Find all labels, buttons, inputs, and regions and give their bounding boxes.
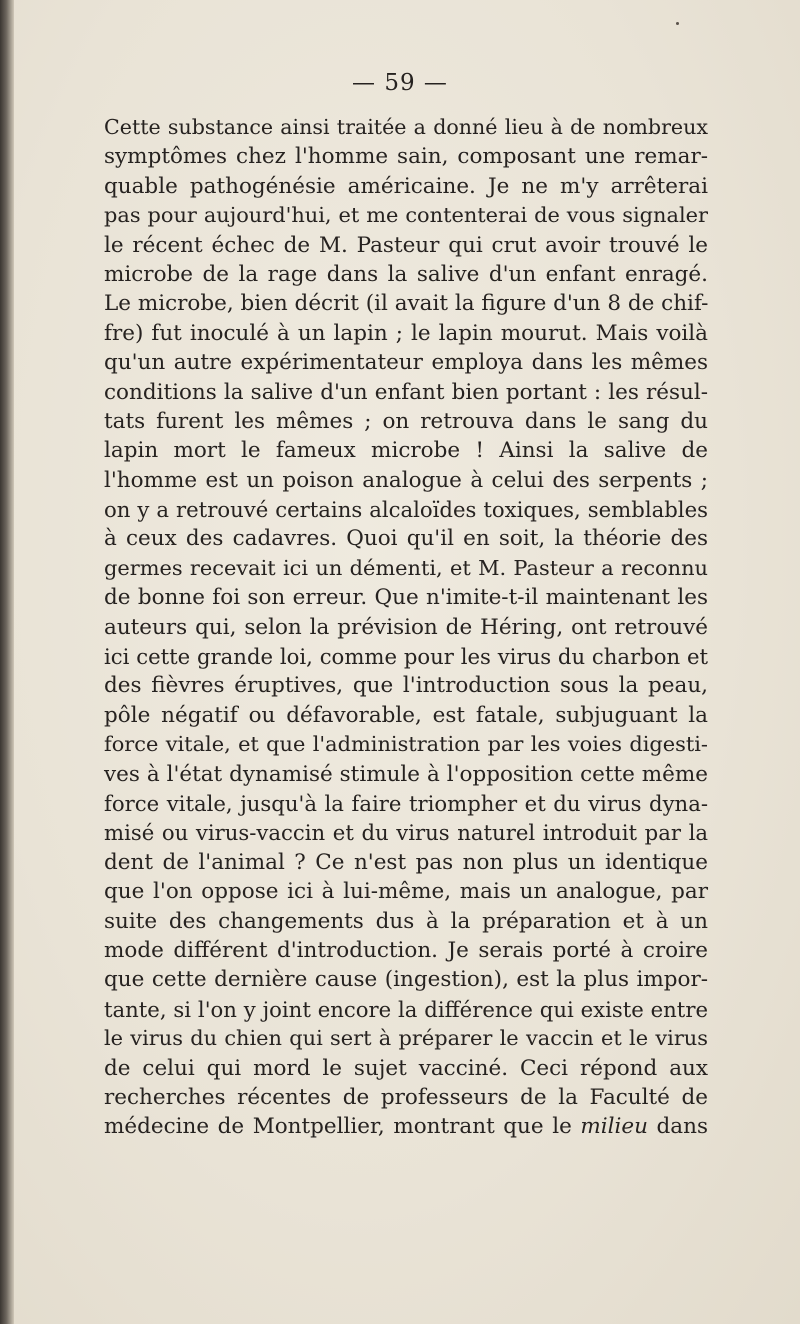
text-line: lapin mort le fameux microbe ! Ainsi la salive de: [104, 438, 708, 464]
text-line: pas pour aujourd'hui, et me contenterai de vous signaler: [104, 203, 708, 228]
text-line: germes recevait ici un démenti, et M. Pasteur a reconnu: [104, 555, 708, 580]
text-line: dent de l'animal ? Ce n'est pas non plus un identique: [104, 849, 708, 875]
text-line: force vitale, et que l'administration par les voies digesti-: [104, 732, 708, 757]
text-line: de bonne foi son erreur. Que n'imite-t-il maintenant les: [104, 585, 708, 611]
paper-speck: [676, 22, 679, 25]
text-line: que cette dernière cause (ingestion), est la plus impor-: [104, 967, 708, 993]
text-line: recherches récentes de professeurs de la Faculté de: [104, 1084, 708, 1110]
body-text: [104, 113, 708, 1142]
text-segment: médecine de Montpellier, montrant que le: [104, 1114, 581, 1140]
text-line: ici cette grande loi, comme pour les virus du charbon et: [104, 644, 708, 670]
page-number: — 59 —: [352, 70, 448, 96]
text-line: microbe de la rage dans la salive d'un enfant enragé.: [104, 261, 708, 287]
text-line: pôle négatif ou défavorable, est fatale, subjuguant la: [104, 702, 708, 728]
text-line: le virus du chien qui sert à préparer le vaccin et le virus: [104, 1026, 708, 1051]
text-line: tats furent les mêmes ; on retrouva dans le sang du: [104, 408, 708, 434]
text-line: misé ou virus-vaccin et du virus naturel introduit par la: [104, 820, 708, 846]
text-line: Cette substance ainsi traitée a donné lieu à de nombreux: [104, 115, 708, 139]
text-line: auteurs qui, selon la prévision de Héring, ont retrouvé: [104, 614, 708, 640]
text-line: conditions la salive d'un enfant bien portant : les résul-: [104, 379, 708, 405]
text-line: que l'on oppose ici à lui-même, mais un analogue, par: [104, 879, 708, 905]
text-line: tante, si l'on y joint encore la différence qui existe entre: [104, 996, 708, 1022]
text-line: Le microbe, bien décrit (il avait la figure d'un 8 de chif-: [104, 291, 709, 317]
text-line: suite des changements dus à la préparation et à un: [104, 908, 708, 934]
text-line: à ceux des cadavres. Quoi qu'il en soit, la théorie des: [104, 526, 708, 552]
text-line: quable pathogénésie américaine. Je ne m'y arrêterai: [104, 173, 708, 199]
text-line: l'homme est un poison analogue à celui des serpents ;: [104, 467, 708, 493]
text-line: on y a retrouvé certains alcaloïdes toxiques, semblables: [104, 497, 708, 523]
book-spine-edge: [0, 0, 14, 1324]
italic-word: milieu: [580, 1114, 648, 1140]
text-line: force vitale, jusqu'à la faire triompher et du virus dyna-: [104, 790, 708, 816]
text-line: de celui qui mord le sujet vacciné. Ceci répond aux: [104, 1055, 708, 1081]
text-line: symptômes chez l'homme sain, composant une remar-: [104, 144, 708, 170]
text-line: mode différent d'introduction. Je serais porté à croire: [104, 937, 708, 963]
text-line: ves à l'état dynamisé stimule à l'opposition cette même: [104, 761, 708, 787]
text-line: fre) fut inoculé à un lapin ; le lapin mourut. Mais voilà: [104, 320, 708, 346]
text-line: le récent échec de M. Pasteur qui crut avoir trouvé le: [104, 232, 708, 258]
text-line: qu'un autre expérimentateur employa dans les mêmes: [104, 350, 708, 376]
text-line: des fièvres éruptives, que l'introduction sous la peau,: [104, 673, 708, 699]
text-line-last: [104, 1112, 708, 1141]
text-segment: dans: [647, 1114, 709, 1140]
